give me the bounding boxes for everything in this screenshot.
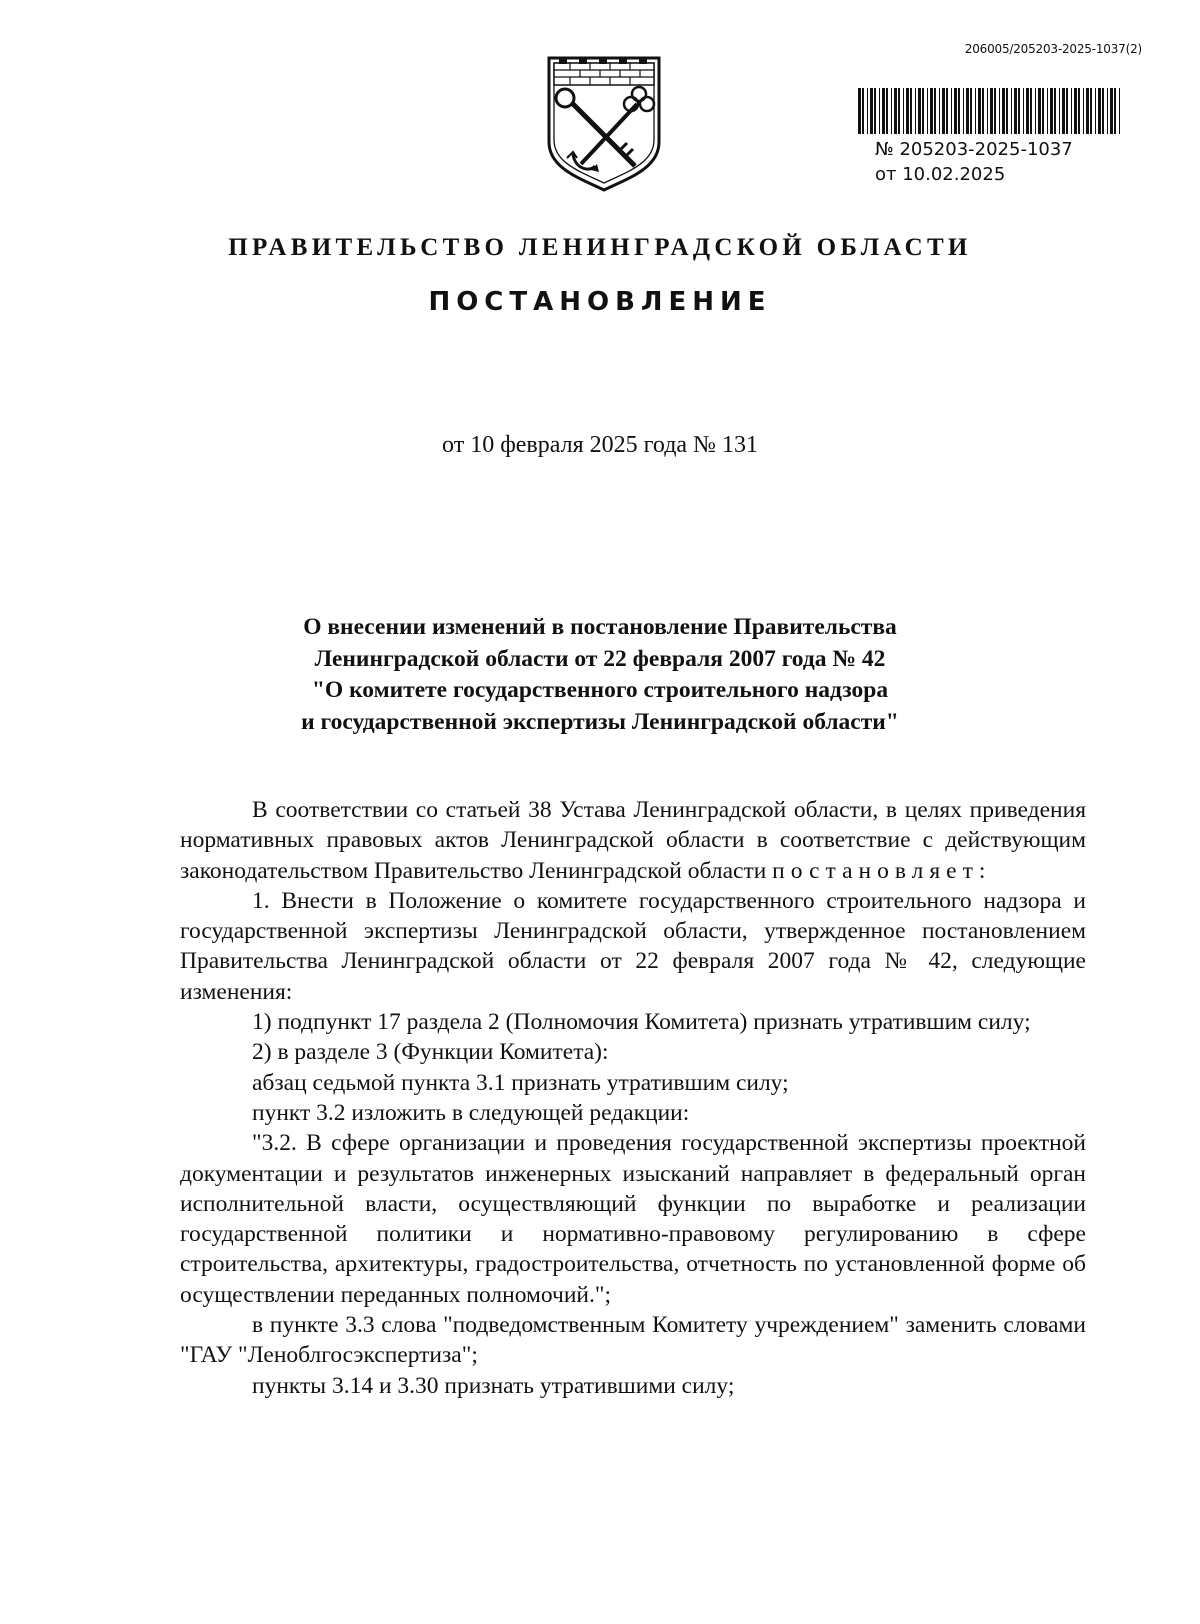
paragraph-amendment: в пункте 3.3 слова "подведомственным Комитету учреждением" заменить словами "ГАУ "Леноблгосэкспертиза"; [180,1312,1086,1369]
registration-date: от 10.02.2025 [875,164,1006,185]
barcode-icon [858,88,1120,134]
coat-of-arms-icon [545,54,663,192]
paragraph-quoted-text: "3.2. В сфере организации и проведения государственной экспертизы проектной документации и результатов инженерных изысканий направляет в федеральный орган исполнительной власти, осуществляющий функции по выработке и реализации государственной политики и нормативно-правовому регулированию в сфере строительства, архитектуры, градостроительства, отчетность по установленной форме об осуществлении переданных полномочий."; [180,1130,1086,1308]
decree-word: постановляет: [772,857,992,884]
title-line: и государственной экспертизы Ленинградской области" [301,708,899,735]
title-line: Ленинградской области от 22 февраля 2007 года № 42 [314,645,886,672]
paragraph-amendment: пункты 3.14 и 3.30 признать утратившими силу; [252,1372,735,1399]
paragraph-subitem-2: 2) в разделе 3 (Функции Комитета): [252,1039,609,1066]
title-line: О внесении изменений в постановление Правительства [303,614,897,640]
paragraph-subitem-1: 1) подпункт 17 раздела 2 (Полномочия Комитета) признать утратившим силу; [252,1009,1031,1036]
document-body [180,795,1086,1401]
document-title [160,612,1040,738]
paragraph-amendment: пункт 3.2 изложить в следующей редакции: [252,1099,690,1126]
paragraph-item-1: 1. Внести в Положение о комитете государственного строительного надзора и государственной экспертизы Ленинградской области, утвержденное постановлением Правительства Ленинградской области от 22 февраля 2007 года № 42, следующие изменения: [180,887,1086,1005]
registration-number: № 205203-2025-1037 [875,139,1073,160]
issuing-authority: ПРАВИТЕЛЬСТВО ЛЕНИНГРАДСКОЙ ОБЛАСТИ [228,234,972,261]
paragraph-amendment: абзац седьмой пункта 3.1 признать утратившим силу; [252,1069,789,1096]
document-date-number: от 10 февраля 2025 года № 131 [442,432,758,458]
document-kind: ПОСТАНОВЛЕНИЕ [428,287,772,317]
preamble-text: В соответствии со статьей 38 Устава Ленинградской области, в целях приведения нормативных правовых актов Ленинградской области в соответствие с действующим законодательством Правительство Ленинградской области [180,797,1086,884]
registry-code: 206005/205203-2025-1037(2) [964,42,1142,56]
preamble-paragraph [180,795,1086,886]
title-line: "О комитете государственного строительного надзора [311,677,889,703]
